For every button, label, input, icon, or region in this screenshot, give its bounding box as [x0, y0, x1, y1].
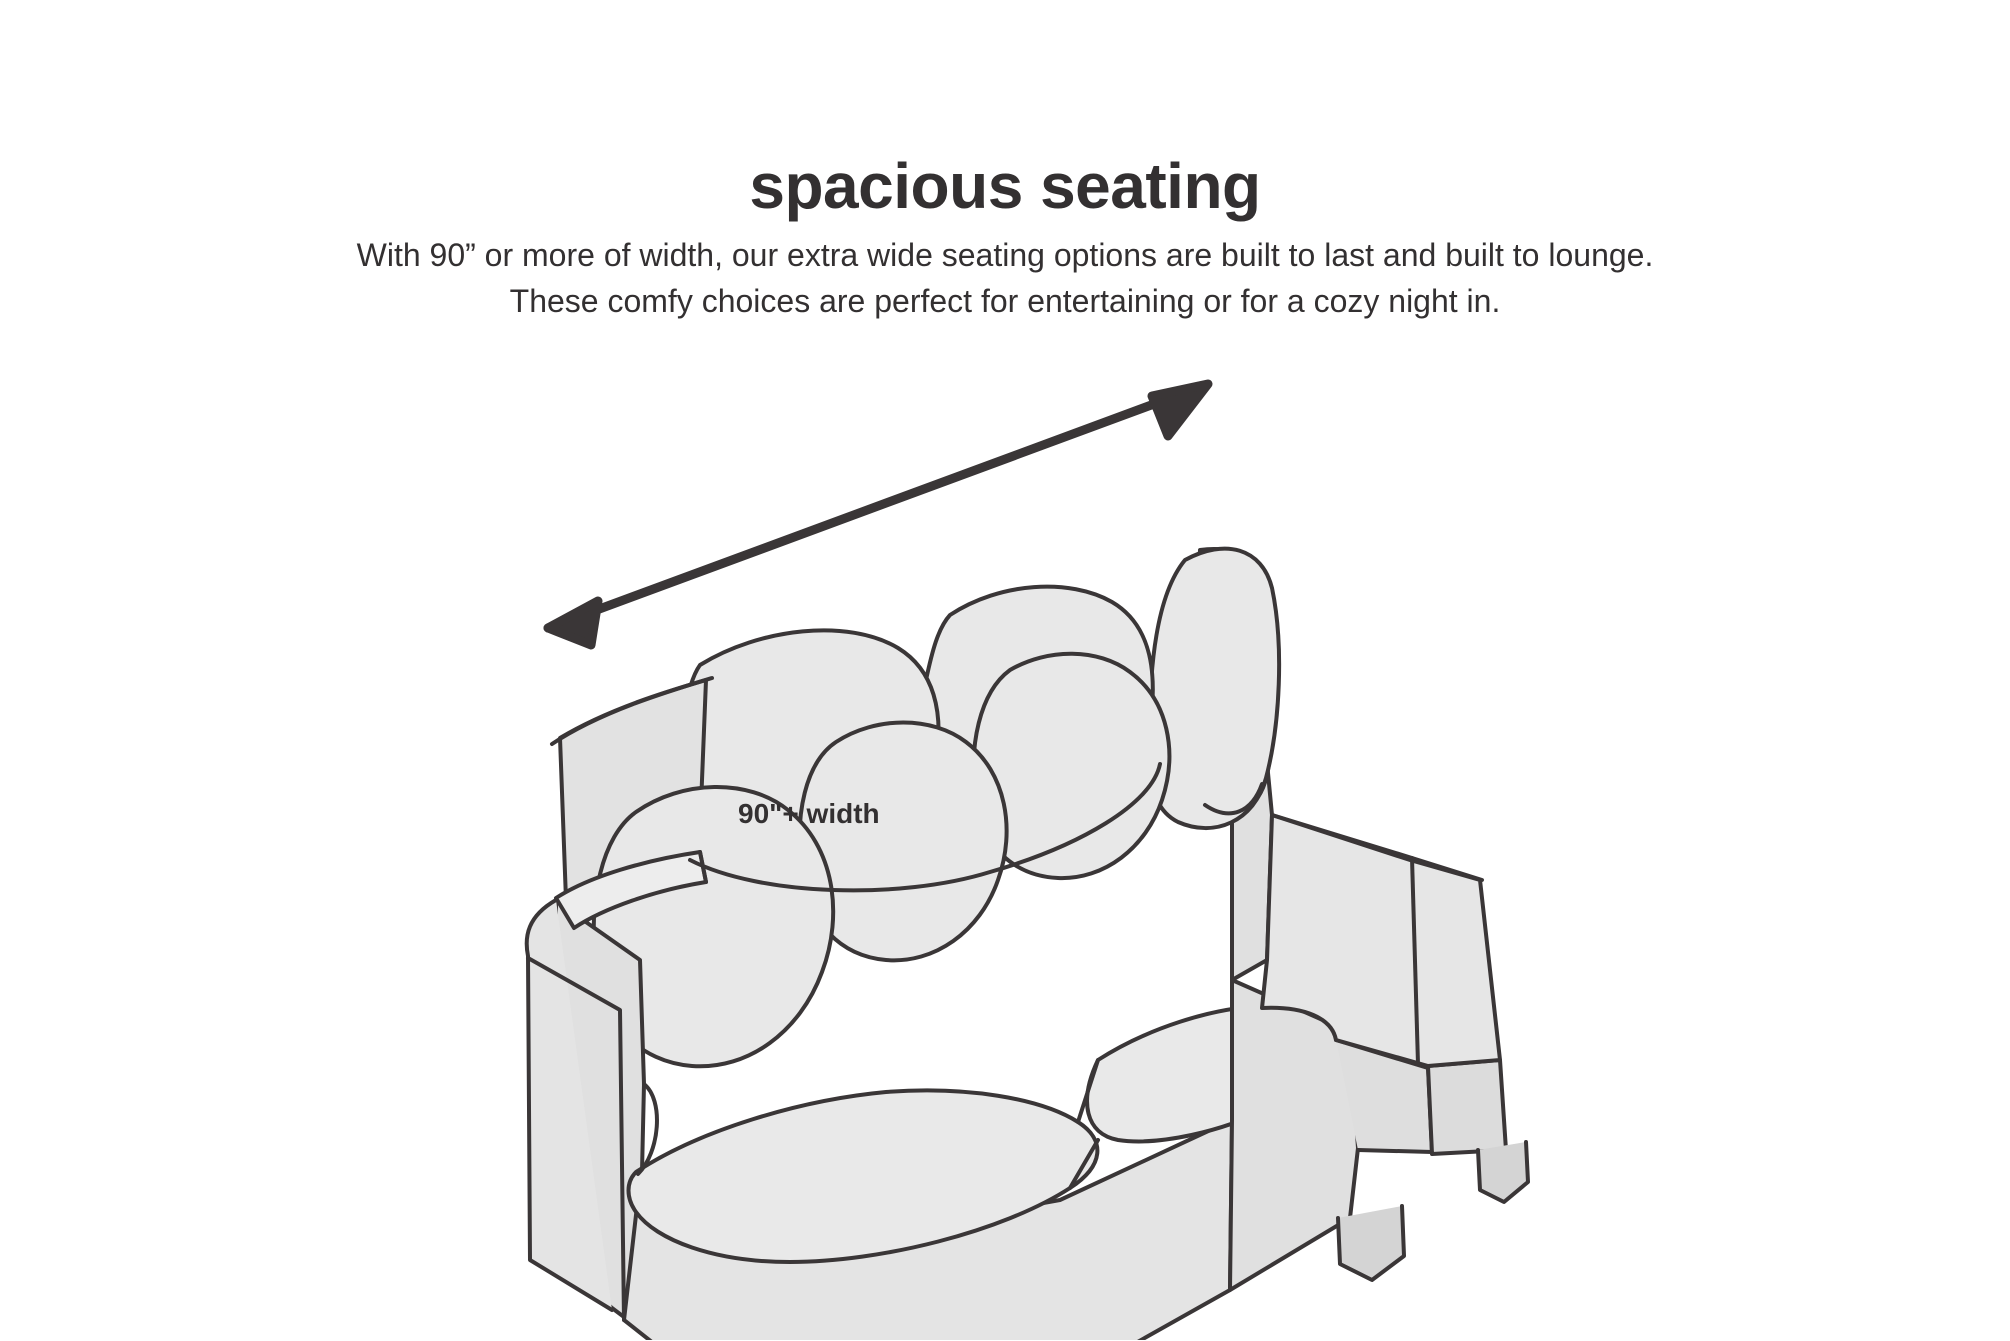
width-dimension-label: 90"+ width: [738, 798, 880, 829]
sofa-illustration: [0, 360, 2010, 1340]
subcopy-line-1: With 90” or more of width, our extra wide seating options are built to last and built to lounge.: [356, 237, 1654, 273]
subcopy-line-2: These comfy choices are perfect for entertaining or for a cozy night in.: [509, 283, 1501, 320]
page-title: spacious seating: [749, 149, 1261, 222]
page-subcopy: [0, 232, 2010, 325]
